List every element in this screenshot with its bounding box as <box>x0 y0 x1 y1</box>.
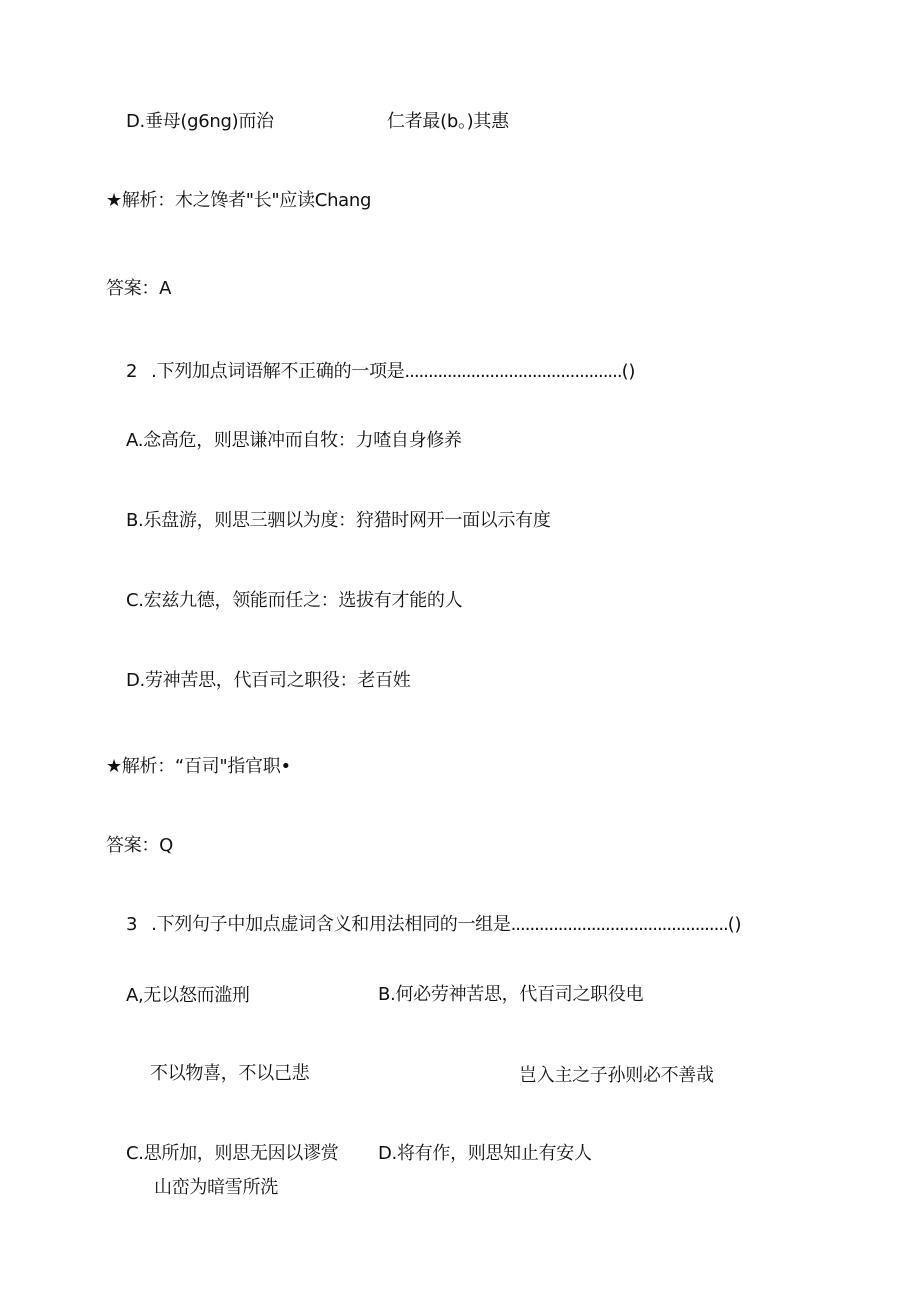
q3-option-a-line1: A,无以怒而滥刑 <box>126 985 250 1006</box>
q2-stem-number: 2 <box>126 361 138 382</box>
q3-stem-text: .下列句子中加点虚词含义和用法相同的一组是 <box>151 914 511 935</box>
q1-analysis: ★解析：木之馋者"长"应读Chang <box>106 190 372 211</box>
q3-stem-number: 3 <box>126 914 138 935</box>
q2-stem <box>126 360 635 384</box>
q1-option-d-left: D.垂母(g6ng)而治 <box>126 111 274 132</box>
q2-stem-text: .下列加点词语解不正确的一项是 <box>151 361 405 382</box>
q3-option-b-line1: B.何必劳神苦思，代百司之职役电 <box>378 984 644 1005</box>
q2-option-c: C.宏兹九德，领能而任之：选拔有才能的人 <box>126 590 463 611</box>
q2-stem-paren: () <box>621 361 636 382</box>
q2-stem-dots: .............................................. <box>404 361 622 382</box>
q3-option-a-line2: 不以物喜，不以己悲 <box>150 1063 310 1084</box>
q3-option-c-line1-text: C.思所加，则思无因以谬赏 <box>126 1143 339 1164</box>
q2-option-b: B.乐盘游，则思三驷以为度：狩猎时网开一面以示有度 <box>126 510 551 531</box>
q2-analysis: ★解析：“百司"指官职• <box>106 756 291 777</box>
q2-option-a: A.念高危，则思谦冲而自牧：力喳自身修养 <box>126 430 462 451</box>
q3-stem <box>126 913 741 937</box>
q3-option-b-line2: 岂入主之子孙则必不善哉 <box>519 1065 714 1086</box>
q3-stem-paren: () <box>727 914 742 935</box>
q2-answer: 答案：Q <box>106 835 173 856</box>
q1-answer: 答案：A <box>106 278 172 299</box>
q3-stem-dots: .............................................. <box>510 914 728 935</box>
q2-option-d: D.劳神苦思，代百司之职役：老百姓 <box>126 670 411 691</box>
q3-option-d-line1: D.将有作，则思知止有安人 <box>378 1143 592 1164</box>
q3-option-c-line2: 山峦为暗雪所洗 <box>154 1177 278 1198</box>
q3-option-c-line1 <box>126 1143 346 1164</box>
q1-option-d-right: 仁者最(b。)其惠 <box>387 111 509 132</box>
